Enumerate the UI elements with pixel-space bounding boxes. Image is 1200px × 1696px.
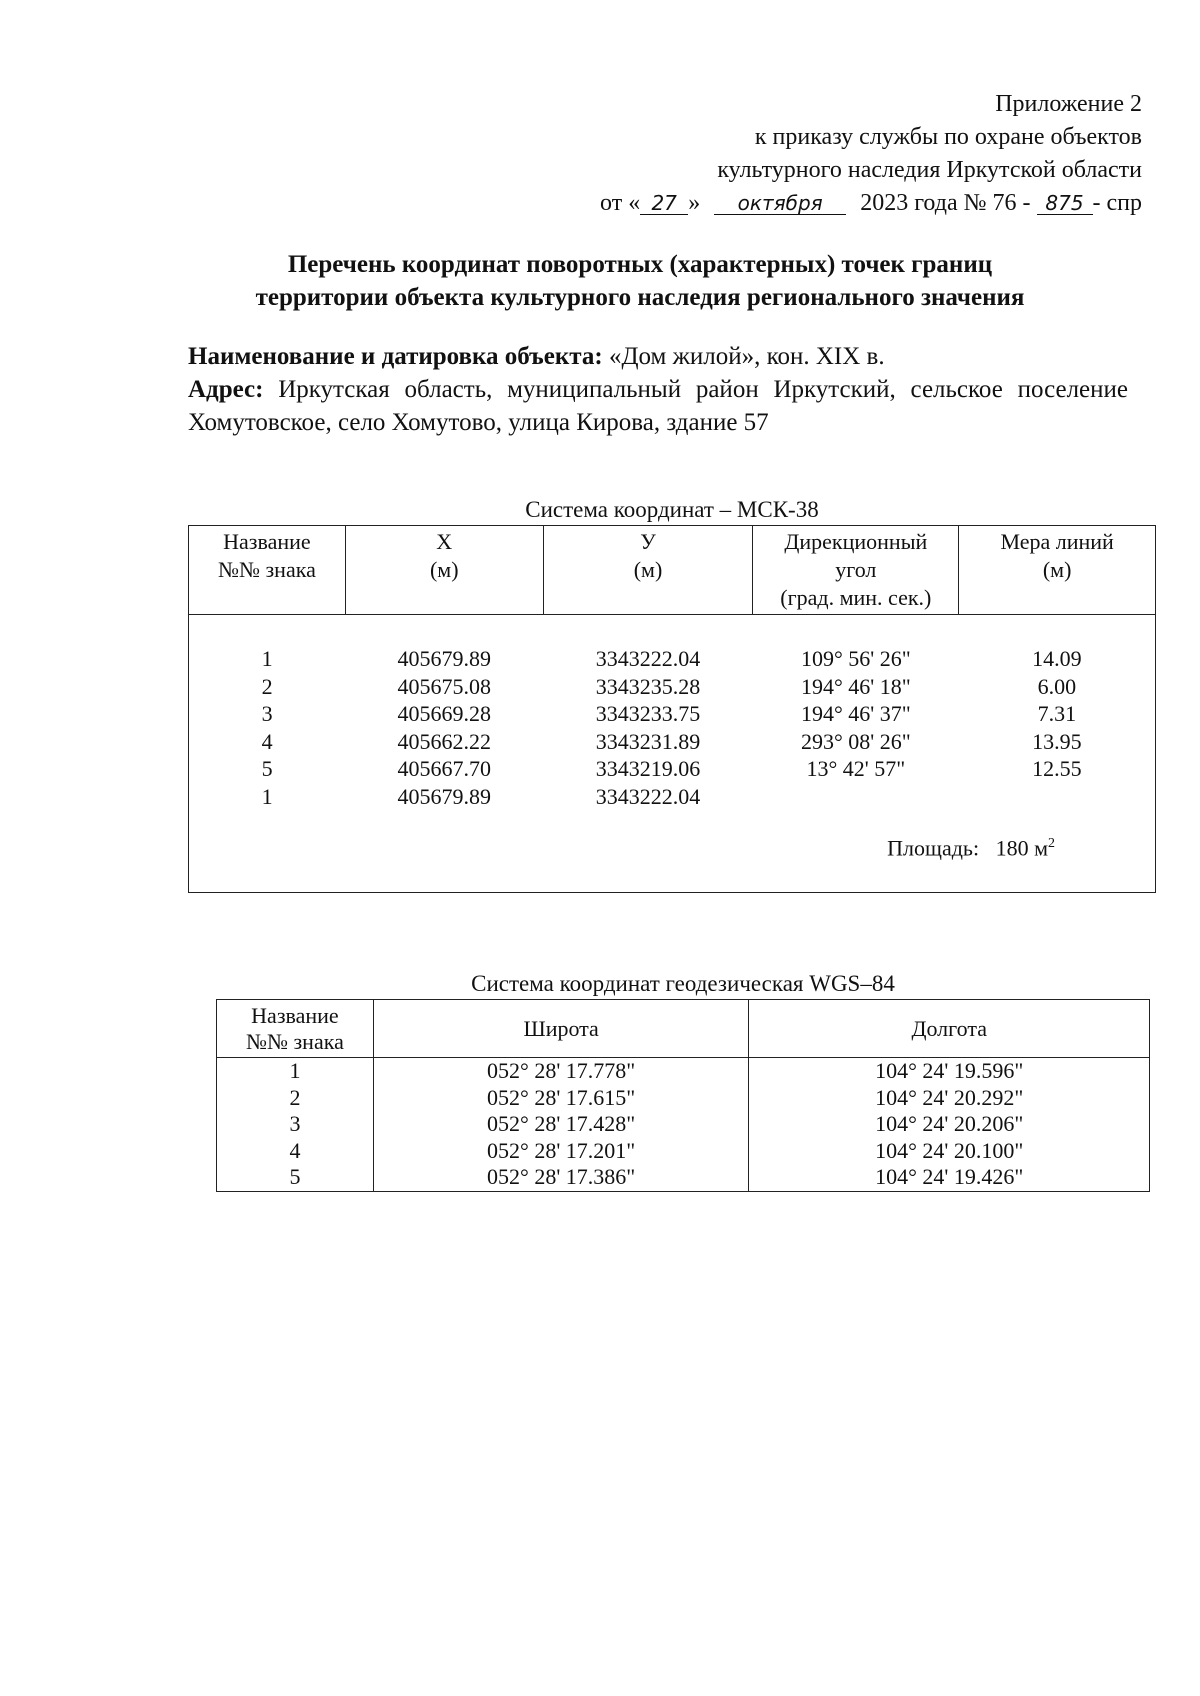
address-value: Иркутская область, муниципальный район Иркутский, сельское поселение Хомутовское, село Хомутово, улица Кирова, здание 57 xyxy=(188,376,1128,436)
table-row: 2 405675.08 3343235.28 194° 46' 18" 6.00 xyxy=(261,673,1077,699)
department-line: культурного наследия Иркутской области xyxy=(717,157,1142,183)
table-row: 5 052° 28' 17.386" 104° 24' 19.426" xyxy=(217,1164,1150,1191)
day-close: » xyxy=(688,190,701,216)
col-length-header: Мера линий (м) xyxy=(959,526,1156,615)
address-label: Адрес: xyxy=(188,376,264,403)
table-row: 1 052° 28' 17.778" 104° 24' 19.596" xyxy=(217,1058,1150,1085)
order-line: к приказу службы по охране объектов xyxy=(754,124,1142,150)
wgs-coordinates-table xyxy=(216,999,1150,1192)
table-row: 5 405667.70 3343219.06 13° 42' 57" 12.55 xyxy=(261,756,1082,782)
title-line-2: территории объекта культурного наследия регионального значения xyxy=(255,284,1025,311)
col-name-header: Название №№ знака xyxy=(189,526,346,615)
area-value: 180 м xyxy=(995,835,1048,861)
object-name-value: «Дом жилой», кон. XIX в. xyxy=(608,343,885,370)
document-title xyxy=(170,248,1110,314)
area-row xyxy=(189,810,1156,892)
table-row: 3 052° 28' 17.428" 104° 24' 20.206" xyxy=(217,1111,1150,1138)
msk-caption: Система координат – МСК-38 xyxy=(525,497,819,522)
area-label: Площадь: xyxy=(887,835,980,861)
wgs-caption: Система координат геодезическая WGS–84 xyxy=(471,971,895,996)
col-name-header: Название №№ знака xyxy=(217,1000,374,1058)
title-line-1: Перечень координат поворотных (характерных) точек границ xyxy=(287,251,993,278)
table-row: 4 052° 28' 17.201" 104° 24' 20.100" xyxy=(217,1138,1150,1165)
area-unit-exponent: 2 xyxy=(1048,836,1055,852)
year-text: 2023 года № 76 - xyxy=(860,190,1031,216)
col-latitude-header: Широта xyxy=(373,1000,749,1058)
table-row: 3 405669.28 3343233.75 194° 46' 37" 7.31 xyxy=(261,701,1077,727)
col-y-header: У (м) xyxy=(543,526,753,615)
order-suffix: - спр xyxy=(1092,190,1142,216)
handwritten-order-number: 875 xyxy=(1037,192,1093,215)
col-angle-header: Дирекционный угол (град. мин. сек.) xyxy=(753,526,959,615)
table-row: 4 405662.22 3343231.89 293° 08' 26" 13.95 xyxy=(261,728,1082,754)
order-date-line xyxy=(522,187,1142,220)
object-address xyxy=(188,373,1128,439)
order-header xyxy=(522,88,1142,220)
handwritten-month: октября xyxy=(714,192,846,215)
table-row: 1 405679.89 3343222.04 xyxy=(261,783,701,809)
msk-coordinates-table xyxy=(188,525,1156,893)
col-longitude-header: Долгота xyxy=(749,1000,1150,1058)
table-row: 1 405679.89 3343222.04 109° 56' 26" 14.09 xyxy=(261,646,1082,671)
from-label: от « xyxy=(600,190,641,216)
handwritten-day: 27 xyxy=(640,192,688,215)
object-info xyxy=(188,340,1128,439)
col-x-header: X (м) xyxy=(345,526,543,615)
object-name-label: Наименование и датировка объекта: xyxy=(188,343,603,370)
appendix-label: Приложение 2 xyxy=(995,91,1142,117)
object-name xyxy=(188,340,1128,373)
table-row: 2 052° 28' 17.615" 104° 24' 20.292" xyxy=(217,1085,1150,1112)
